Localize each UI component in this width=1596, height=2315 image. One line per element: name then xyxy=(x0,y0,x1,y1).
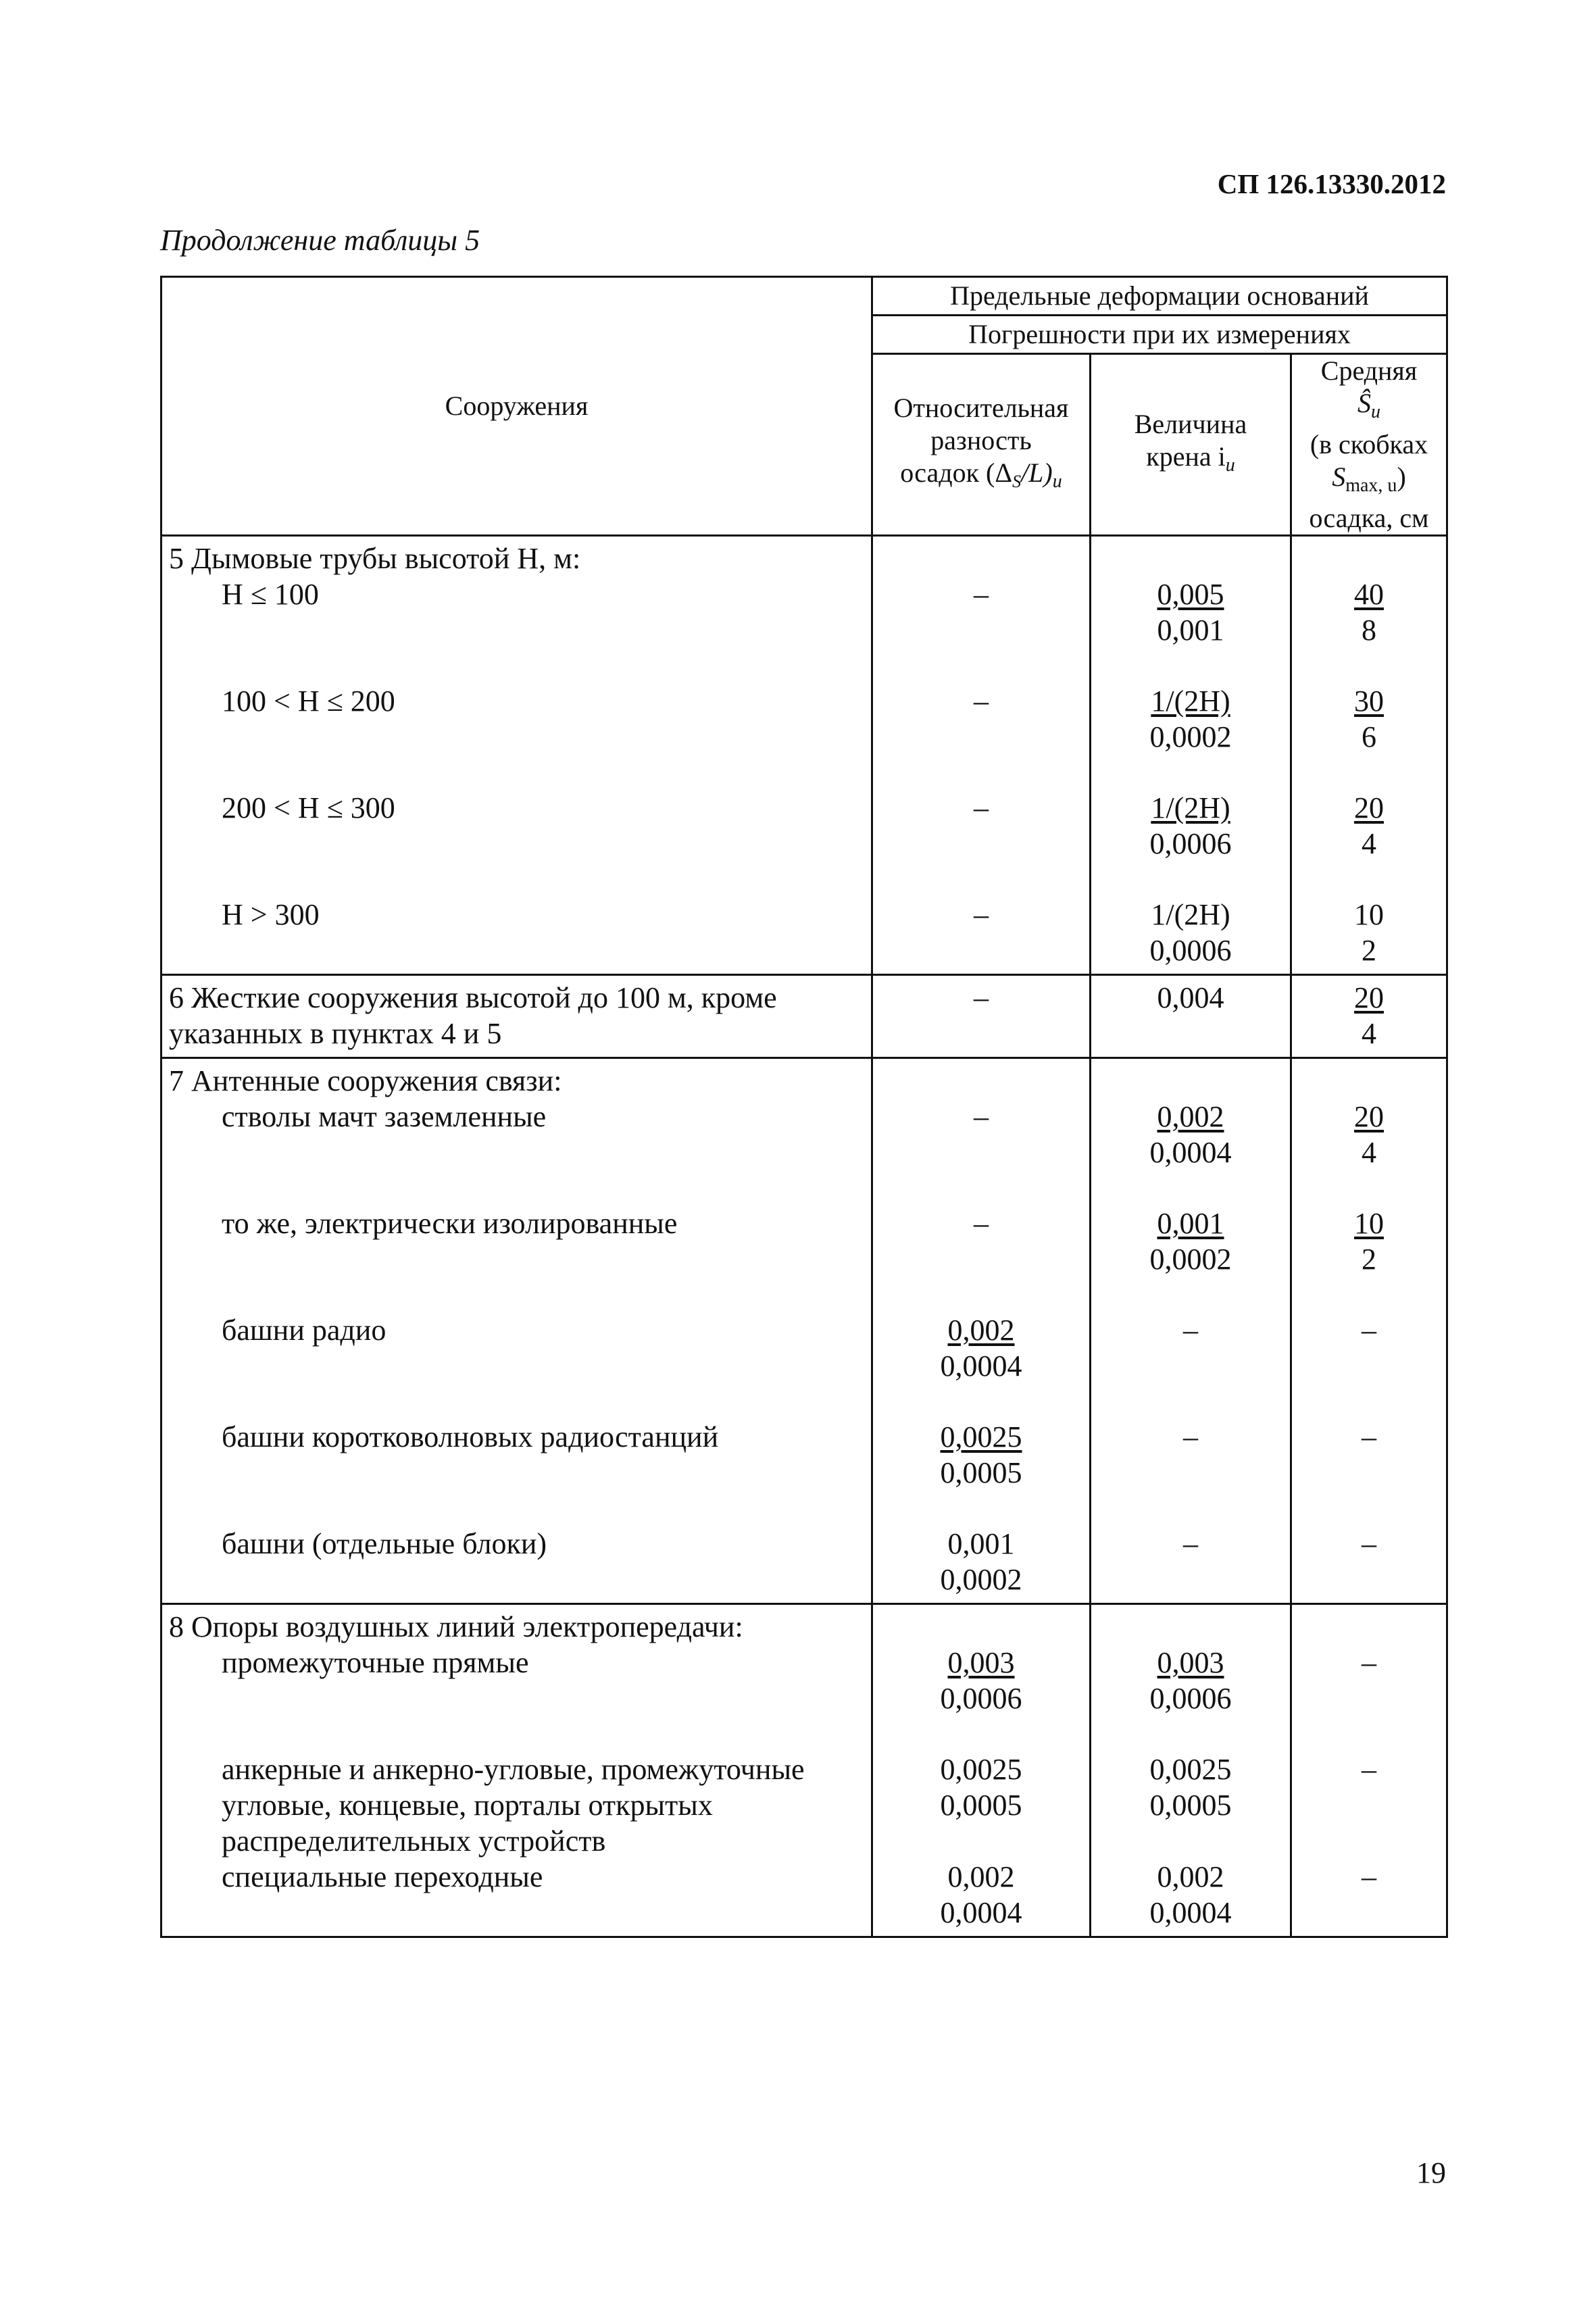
section-title: 5 Дымовые трубы высотой H, м: xyxy=(169,542,581,575)
row-label: то же, электрически изолированные xyxy=(222,1207,678,1240)
average-settlement-values: 20 4 10 2 – – – xyxy=(1291,1058,1447,1604)
row-label: промежуточные прямые xyxy=(222,1646,529,1679)
average-settlement-values: 40 8 30 6 20 4 10 2 xyxy=(1291,536,1447,975)
relative-settlement-values: – – – – xyxy=(872,536,1091,975)
row-label: 100 < H ≤ 200 xyxy=(222,684,395,718)
row-label: специальные переходные xyxy=(222,1860,543,1893)
tilt-values: 0,004 xyxy=(1091,975,1291,1058)
average-settlement-values: 20 4 xyxy=(1291,975,1447,1058)
table-section-6 xyxy=(161,975,1447,1058)
table-continuation-caption: Продолжение таблицы 5 xyxy=(160,224,480,257)
document-code: СП 126.13330.2012 xyxy=(1217,168,1446,199)
table-section-7 xyxy=(161,1058,1447,1604)
column-header-relative-settlement: Относительная разность осадок $(\Delta_S/L)_u$ xyxy=(872,354,1091,536)
table-section-8 xyxy=(161,1604,1447,1937)
page-number: 19 xyxy=(1416,2156,1446,2189)
tilt-values: 0,003 0,0006 0,0025 0,0005 0,002 0,0004 xyxy=(1091,1604,1291,1937)
column-header-tilt: Величина крена $i_u$ xyxy=(1091,354,1291,536)
row-label: H ≤ 100 xyxy=(222,578,319,611)
row-label: башни (отдельные блоки) xyxy=(222,1527,547,1560)
row-label: H > 300 xyxy=(222,898,320,931)
section-title: 8 Опоры воздушных линий электропередачи: xyxy=(169,1610,743,1643)
column-header-average-settlement: Средняя $Ŝ_u$ (в скобках $S_{max, u}$) осадка, см xyxy=(1291,354,1447,536)
row-label: башни коротковолновых радиостанций xyxy=(222,1420,719,1453)
tilt-values: 0,002 0,0004 0,001 0,0002 – – – xyxy=(1091,1058,1291,1604)
column-group-header: Предельные деформации оснований xyxy=(872,277,1447,316)
deformation-limits-table xyxy=(160,276,1448,1938)
row-label: анкерные и анкерно-угловые, промежуточные угловые, концевые, порталы открытых распределительных устройств xyxy=(222,1753,805,1858)
row-label: 200 < H ≤ 300 xyxy=(222,791,395,824)
relative-settlement-values: 0,003 0,0006 0,0025 0,0005 0,002 0,0004 xyxy=(872,1604,1091,1937)
section-title-continued: указанных в пунктах 4 и 5 xyxy=(169,1017,502,1050)
relative-settlement-values: – – 0,002 0,0004 0,0025 0,0005 0,001 0,0002 xyxy=(872,1058,1091,1604)
column-subgroup-header: Погрешности при их измерениях xyxy=(872,316,1447,354)
average-settlement-values: – – – xyxy=(1291,1604,1447,1937)
table-section-5 xyxy=(161,536,1447,975)
relative-settlement-values: – xyxy=(872,975,1091,1058)
tilt-values: 0,005 0,001 1/(2H) 0,0002 1/(2H) 0,0006 1/(2H) 0,0006 xyxy=(1091,536,1291,975)
row-label: башни радио xyxy=(222,1314,386,1347)
row-label: стволы мачт заземленные xyxy=(222,1100,547,1133)
section-title: 6 Жесткие сооружения высотой до 100 м, кроме xyxy=(169,981,777,1014)
column-header-structures: Сооружения xyxy=(161,277,872,536)
section-title: 7 Антенные сооружения связи: xyxy=(169,1064,562,1097)
